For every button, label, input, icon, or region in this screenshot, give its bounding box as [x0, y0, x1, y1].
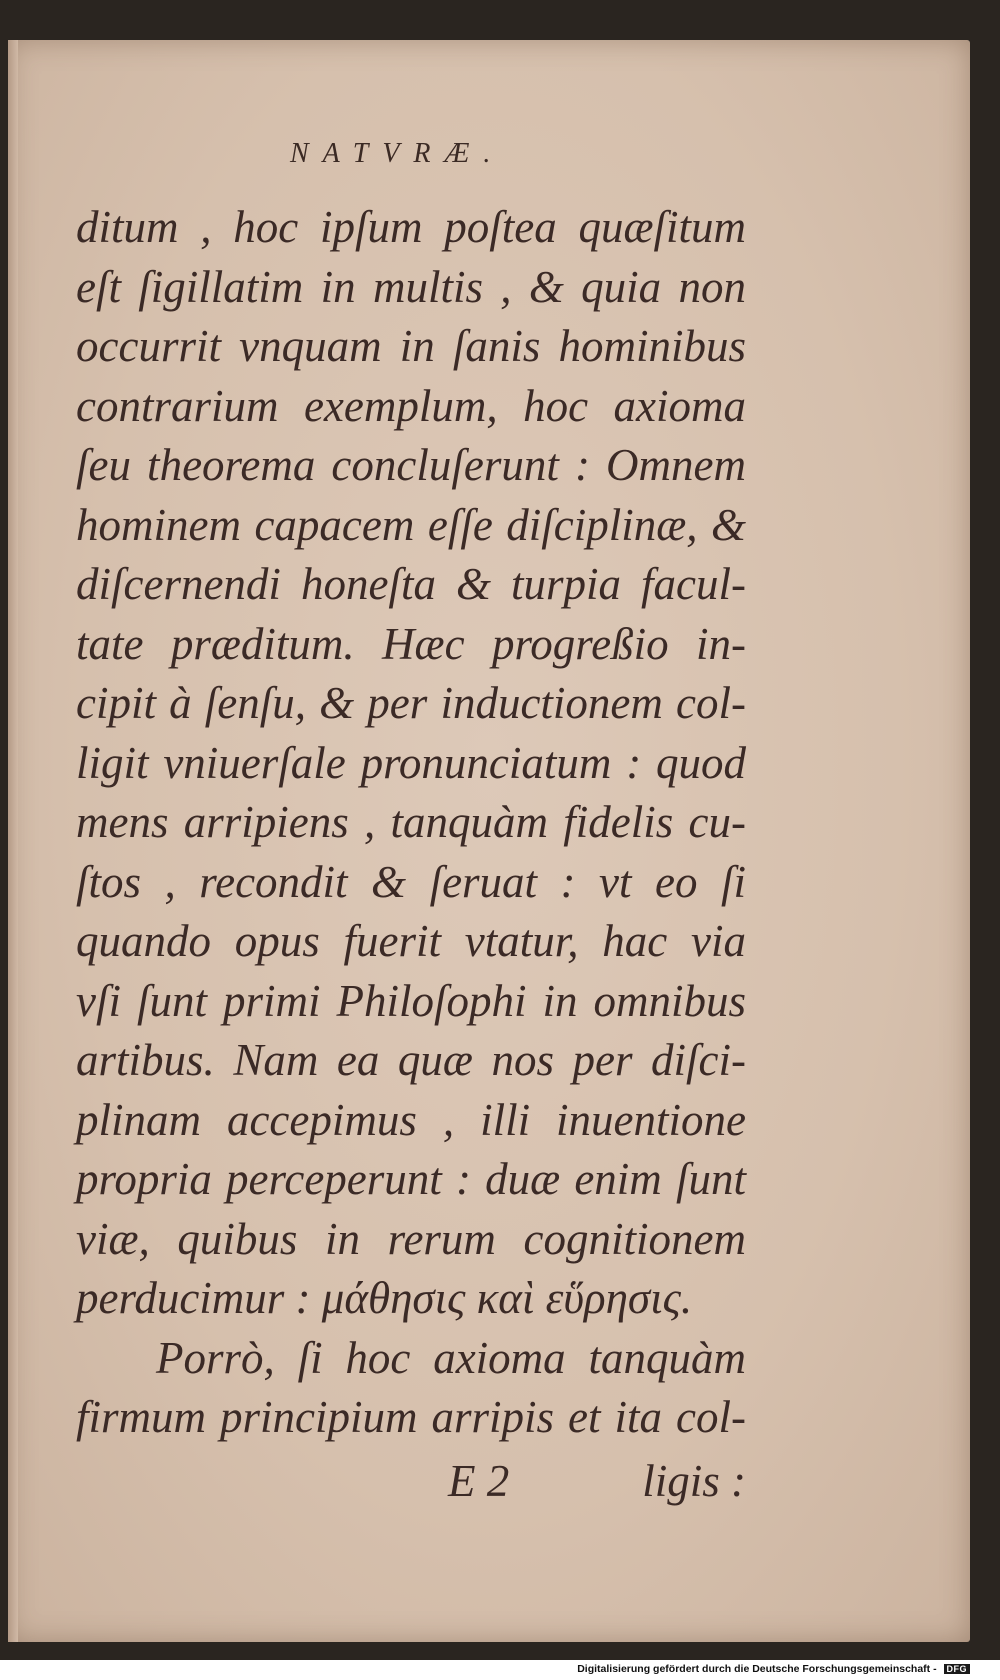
text-line: viæ, quibus in rerum cognitionem [76, 1213, 746, 1264]
text-line: ſtos , recondit & ſeruat : vt eo ſi [76, 856, 746, 907]
text-line: diſcernendi honeſta & turpia facul- [76, 559, 746, 609]
page-foot [76, 1455, 746, 1515]
digitization-credit [577, 1663, 970, 1679]
credit-text: Digitalisierung gefördert durch die Deutsche Forschungsgemeinschaft - [577, 1663, 937, 1675]
text-line: eſt ſigillatim in multis , & quia non [76, 261, 746, 312]
text-line: cipit à ſenſu, & per inductionem col- [76, 678, 746, 728]
text-line: propria perceperunt : duæ enim ſunt [76, 1154, 746, 1204]
text-line: quando opus fuerit vtatur, hac via [76, 916, 746, 966]
page-gutter-edge [8, 40, 18, 1642]
text-line: perducimur : μάθησις καὶ εὕρησις. [76, 1273, 693, 1323]
text-line: mens arripiens , tanquàm fidelis cu- [76, 797, 746, 847]
dfg-logo: DFG [944, 1664, 971, 1674]
text-line: Porrò, ſi hoc axioma tanquàm [156, 1332, 746, 1383]
text-line: ſeu theorema concluſerunt : Omnem [76, 440, 746, 490]
body-text [76, 198, 746, 1448]
text-line: contrarium exemplum, hoc axioma [76, 380, 746, 431]
text-line: tate præditum. Hæc progreßio in- [76, 618, 746, 669]
running-head: NATVRÆ. [290, 138, 505, 169]
text-line: hominem capacem eſſe diſciplinæ, & [76, 499, 746, 550]
text-line: firmum principium arripis et ita col- [76, 1392, 746, 1442]
text-line: ditum , hoc ipſum poſtea quæſitum [76, 202, 746, 252]
text-line: ligit vniuerſale pronunciatum : quod [76, 737, 746, 788]
signature-mark: E 2 [448, 1456, 510, 1506]
text-line: artibus. Nam ea quæ nos per diſci- [76, 1035, 746, 1085]
text-line: plinam accepimus , illi inuentione [76, 1094, 746, 1145]
catchword: ligis : [642, 1456, 746, 1506]
text-line: occurrit vnquam in ſanis hominibus [76, 321, 746, 371]
text-line: vſi ſunt primi Philoſophi in omnibus [76, 975, 746, 1026]
